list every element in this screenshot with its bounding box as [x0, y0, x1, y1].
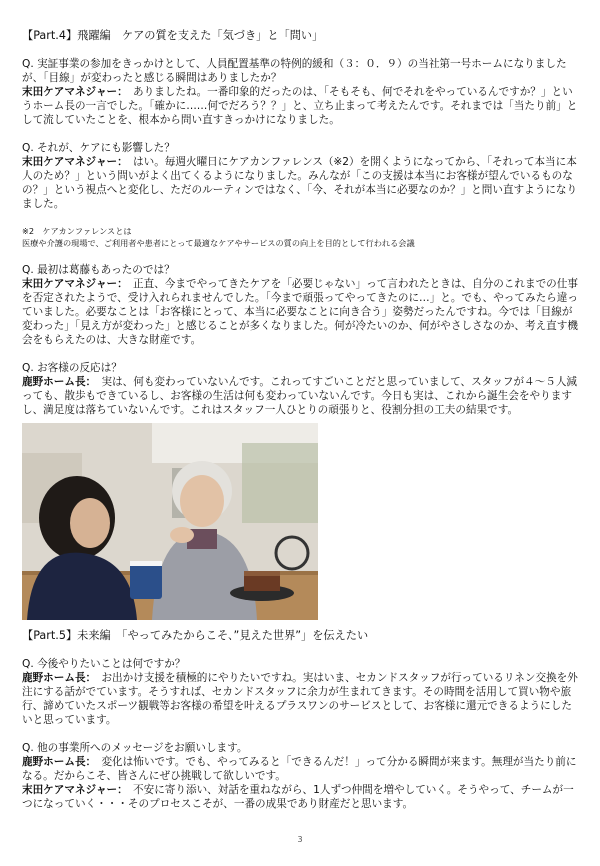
part4-q1-question: Q. 実証事業の参加をきっかけとして、人員配置基準の特例的緩和（３：０．９）の当社第一号ホームになりましたが、「目線」が変わったと感じる瞬間はありましたか？ — [22, 58, 567, 84]
speaker-name: 鹿野ホーム長： — [22, 672, 91, 684]
answer-text: 不安に寄り添い、対話を重ねながら、1人ずつ仲間を増やしていく。そうやって、チームが一つになっていく・・・そのプロセスこそが、一番の成果であり財産だと思います。 — [22, 784, 574, 810]
part5-q2-question: Q. 他の事業所へのメッセージをお願いします。 — [22, 742, 248, 754]
part5-q2-answer2 — [22, 783, 578, 811]
speaker-name: 鹿野ホーム長： — [22, 376, 91, 388]
part4-title: 【Part.4】飛躍編 ケアの質を支えた「気づき」と「問い」 — [22, 29, 324, 42]
answer-text: 正直、今までやってきたケアを「必要じゃない」って言われたときは、自分のこれまでの仕事を否定されたようで、受け入れられませんでした。「今まで頑張ってやってきたのに…」と。でも、やってみたら違っていました。必要なことは「お客様にとって、本当に必要なことに向き合う」姿勢だったんですね。今では「目線が変わった」「見え方が変わった」と感じることが多くなりました。何が冷たいのか、何がやさしさなのか、考え直す機会をもらえたのは、大きな財産です。 — [22, 278, 578, 346]
answer-text: 実は、何も変わっていないんです。これってすごいことだと思っていまして、スタッフが４～５人減っても、散歩もできているし、お客様の生活は何も変わっていないんです。今日も実は、これから誕生会をやりますし、満足度は落ちていないんです。これはスタッフ一人ひとりの頑張りと、役割分担の工夫の結果です。 — [22, 376, 578, 416]
part5-q1-question: Q. 今後やりたいことは何ですか？ — [22, 658, 186, 670]
part4-q2-question: Q. それが、ケアにも影響した？ — [22, 142, 175, 154]
part4-q3-question: Q. 最初は葛藤もあったのでは？ — [22, 264, 175, 276]
part4-q1-answer — [22, 85, 578, 127]
part5-q2-answer1 — [22, 755, 578, 783]
answer-text: はい。毎週火曜日にケアカンファレンス（※2）を開くようになってから、「それって本当に本人のため？」という問いがよく出てくるようになりました。みんなが「この支援は本当にお客様が望んでいるものなの？」という視点へと変化し、ただのルーティンではなく、「今、それが本当に必要なのか？」と問い直すようになりました。 — [22, 156, 578, 210]
speaker-name: 鹿野ホーム長： — [22, 756, 91, 768]
speaker-name: 末田ケアマネジャー： — [22, 784, 123, 796]
speaker-name: 末田ケアマネジャー： — [22, 156, 123, 168]
answer-text: 変化は怖いです。でも、やってみると「できるんだ！」って分かる瞬間が来ます。無理が当たり前になる。だからこそ、皆さんにぜひ挑戦して欲しいです。 — [22, 756, 577, 782]
note-body: 医療や介護の現場で、ご利用者や患者にとって最適なケアやサービスの質の向上を目的として行われる会議 — [22, 238, 415, 248]
answer-text: お出かけ支援を積極的にやりたいですね。実はいま、セカンドスタッフが行っているリネン交換を外注にする話がでています。そうすれば、セカンドスタッフに余力が生まれてきます。その時間を活用して買い物や旅行、諦めていたスポーツ観戦等お客様の希望を叶えるプラスワンのサービスとして、お客様に還元できるようにしたいと思っています。 — [22, 672, 578, 726]
interview-photo — [22, 423, 318, 620]
answer-text: ありましたね。一番印象的だったのは、「そもそも、何でそれをやっているんですか？」というホーム長の一言でした。「確かに……何でだろう？？」と、立ち止まって考えたんです。それまでは「当たり前」として流していたことを、根本から問い直すきっかけになりました。 — [22, 86, 578, 126]
part5-q1-answer — [22, 671, 578, 727]
part5-title: 【Part.5】未来編 「やってみたからこそ、”見えた世界”」を伝えたい — [22, 629, 369, 642]
speaker-name: 末田ケアマネジャー： — [22, 278, 123, 290]
photo-illustration — [22, 423, 318, 620]
part4-q2-answer — [22, 155, 578, 211]
note-title: ※2 ケアカンファレンスとは — [22, 226, 132, 236]
page-number: 3 — [297, 835, 303, 844]
speaker-name: 末田ケアマネジャー： — [22, 86, 123, 98]
part4-q4-question: Q. お客様の反応は？ — [22, 362, 122, 374]
part4-q3-answer — [22, 277, 578, 347]
part4-q4-answer — [22, 375, 578, 417]
